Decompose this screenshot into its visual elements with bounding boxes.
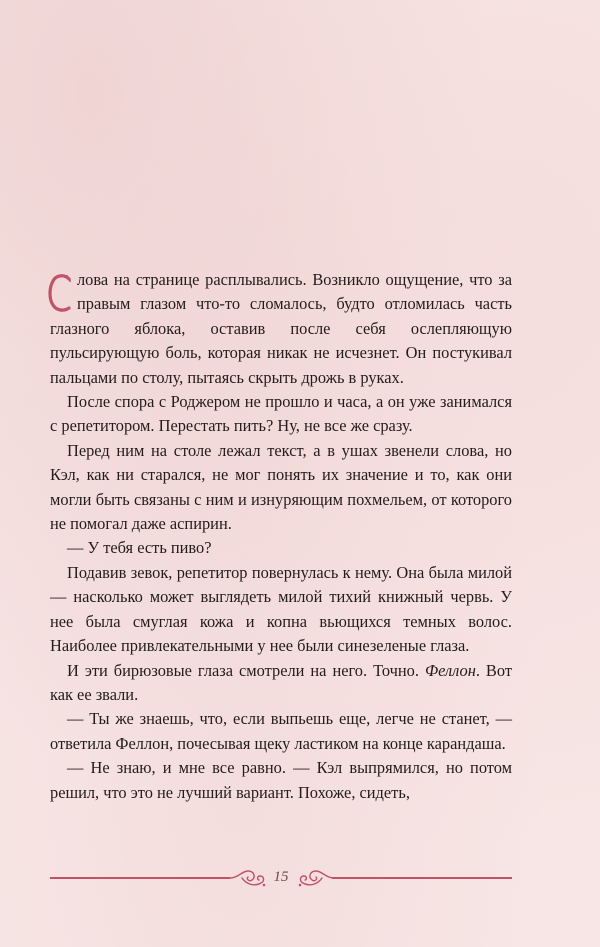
paragraph-text: лова на странице расплывались. Возникло ощущение, что за правым глазом что-то сломалось, будто отломилась часть глазного яблока, оставив после себя ослепляющую пульсирующую боль, которая никак не исчезнет. Он постукивал пальцами по столу, пытаясь скрыть дрожь в руках. — [50, 270, 512, 387]
footer-rule-left — [50, 877, 230, 879]
emphasis-name: Феллон — [424, 660, 476, 680]
paragraph-4: — У тебя есть пиво? — [67, 538, 212, 558]
paragraph-3: Перед ним на столе лежал текст, а в ушах звенели слова, но Кэл, как ни старался, не мог понять их значение и то, как они могли быть связаны с ним и изнуряющим похмельем, от которого не помогал даже аспирин. — [50, 440, 512, 534]
dropcap-letter — [47, 272, 73, 314]
page-footer — [50, 864, 512, 894]
swirl-ornament-right-icon — [296, 865, 336, 896]
paragraph-text-after: . Вот как ее звали. — [50, 660, 512, 704]
page-body-text — [50, 268, 512, 805]
paragraph-8: — Не знаю, и мне все равно. — Кэл выпрямился, но потом решил, что это не лучший вариант. Похоже, сидеть, — [50, 758, 512, 802]
footer-rule-right — [332, 877, 512, 879]
paragraph-6 — [50, 659, 512, 708]
paragraph-5: Подавив зевок, репетитор повернулась к нему. Она была милой — насколько может выглядеть милой тихий книжный червь. У нее была смуглая кожа и копна вьющихся темных волос. Наиболее привлекательными у нее были синезеленые глаза. — [50, 562, 512, 656]
swirl-ornament-left-icon — [228, 865, 268, 896]
paragraph-7: — Ты же знаешь, что, если выпьешь еще, легче не станет, — ответила Феллон, почесывая щеку ластиком на конце карандаша. — [50, 709, 512, 753]
dropcap-icon — [47, 272, 73, 314]
paragraph-text-before: И эти бирюзовые глаза смотрели на него. Точно. — [67, 660, 425, 680]
page-number: 15 — [273, 869, 289, 885]
paragraph-1 — [50, 268, 512, 390]
paragraph-2: После спора с Роджером не прошло и часа, а он уже занимался с репетитором. Перестать пить? Ну, не все же сразу. — [50, 392, 512, 436]
